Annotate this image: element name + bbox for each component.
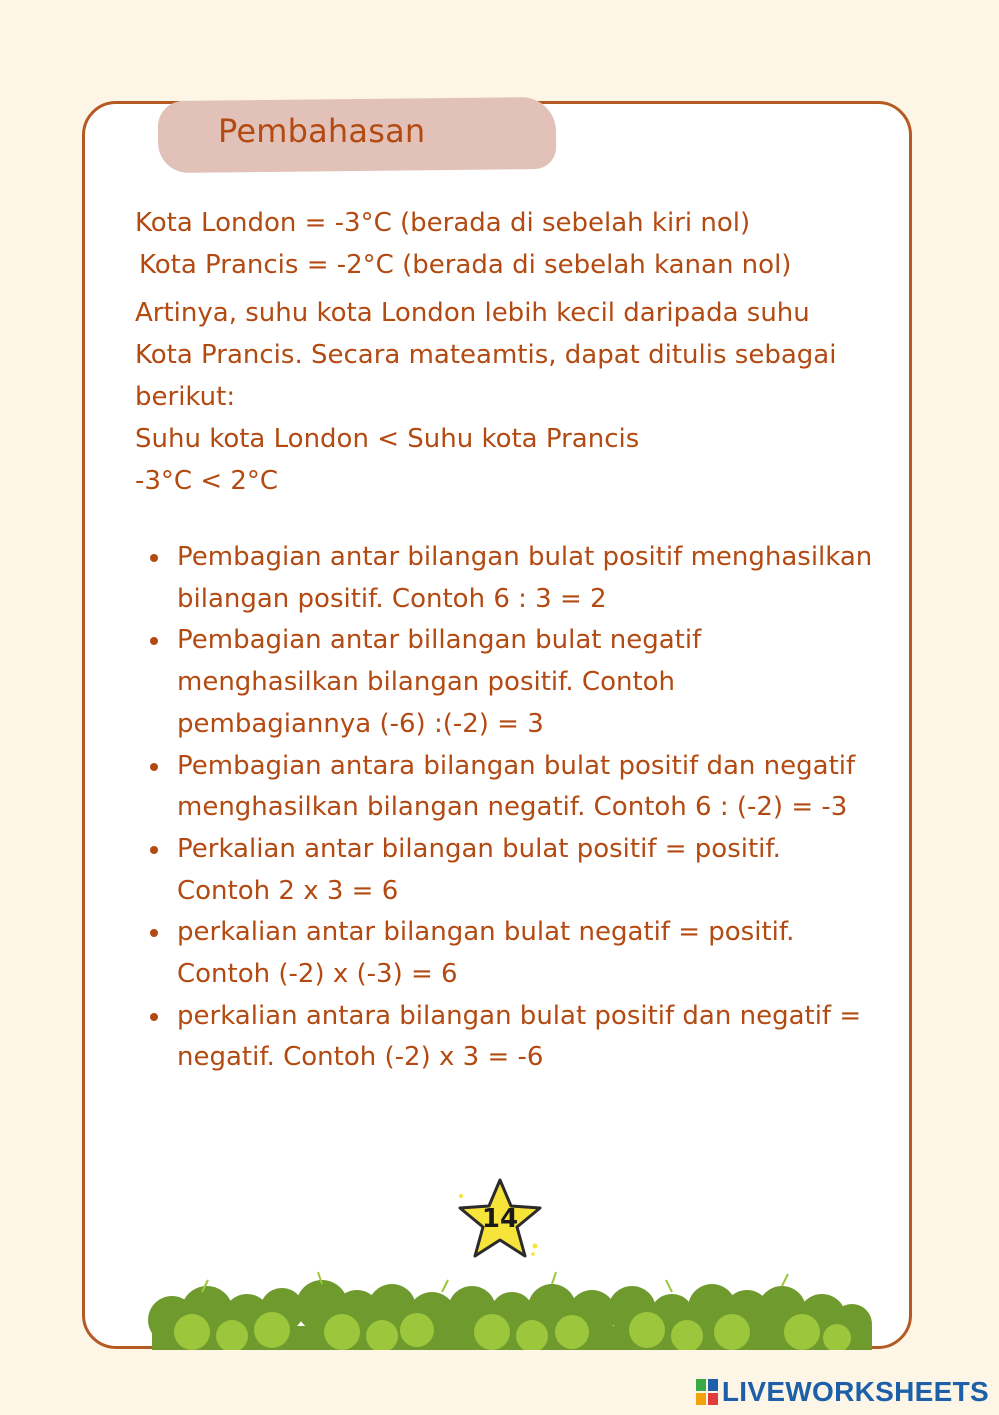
page-title: Pembahasan: [218, 112, 426, 150]
list-item-line: menghasilkan bilangan negatif. Contoh 6 : (-2) = -3: [177, 792, 848, 823]
list-item-line: pembagiannya (-6) :(-2) = 3: [177, 708, 544, 739]
list-item: [177, 996, 872, 1079]
page-number-badge: [455, 1176, 545, 1262]
intro-line-prancis: Kota Prancis = -2°C (berada di sebelah kanan nol): [139, 250, 792, 280]
list-item-line: perkalian antar bilangan bulat negatif = positif.: [177, 917, 795, 948]
liveworksheets-logo: [696, 1374, 989, 1410]
liveworksheets-icon: [696, 1379, 718, 1405]
list-item-line: perkalian antara bilangan bulat positif dan negatif =: [177, 1000, 862, 1031]
list-item: [177, 829, 872, 912]
list-item: [177, 746, 872, 829]
explanation-paragraph: [135, 292, 836, 502]
rules-list: [177, 537, 872, 1079]
list-item-line: bilangan positif. Contoh 6 : 3 = 2: [177, 583, 607, 614]
explanation-line: Kota Prancis. Secara mateamtis, dapat ditulis sebagai: [135, 340, 837, 370]
list-item: [177, 620, 872, 745]
list-item: [177, 912, 872, 995]
list-item-line: menghasilkan bilangan positif. Contoh: [177, 667, 676, 698]
list-item: [177, 537, 872, 620]
list-item-line: negatif. Contoh (-2) x 3 = -6: [177, 1042, 544, 1073]
list-item-line: Pembagian antara bilangan bulat positif dan negatif: [177, 750, 856, 781]
list-item-line: Perkalian antar bilangan bulat positif = positif.: [177, 833, 781, 864]
comparison-line: Suhu kota London < Suhu kota Prancis: [135, 424, 640, 454]
intro-line-london: Kota London = -3°C (berada di sebelah kiri nol): [135, 208, 751, 238]
bushes-decoration: [82, 1270, 912, 1350]
logo-text: LIVEWORKSHEETS: [721, 1376, 989, 1407]
explanation-line: Artinya, suhu kota London lebih kecil daripada suhu: [135, 298, 810, 328]
bush-icon: [82, 1270, 912, 1350]
page-number: 14: [481, 1204, 519, 1234]
list-item-line: Pembagian antar billangan bulat negatif: [177, 625, 702, 656]
list-item-line: Contoh 2 x 3 = 6: [177, 875, 399, 906]
comparison-values-line: -3°C < 2°C: [135, 466, 279, 496]
list-item-line: Pembagian antar bilangan bulat positif menghasilkan: [177, 542, 873, 572]
list-item-line: Contoh (-2) x (-3) = 6: [177, 959, 458, 990]
explanation-line: berikut:: [135, 382, 236, 412]
